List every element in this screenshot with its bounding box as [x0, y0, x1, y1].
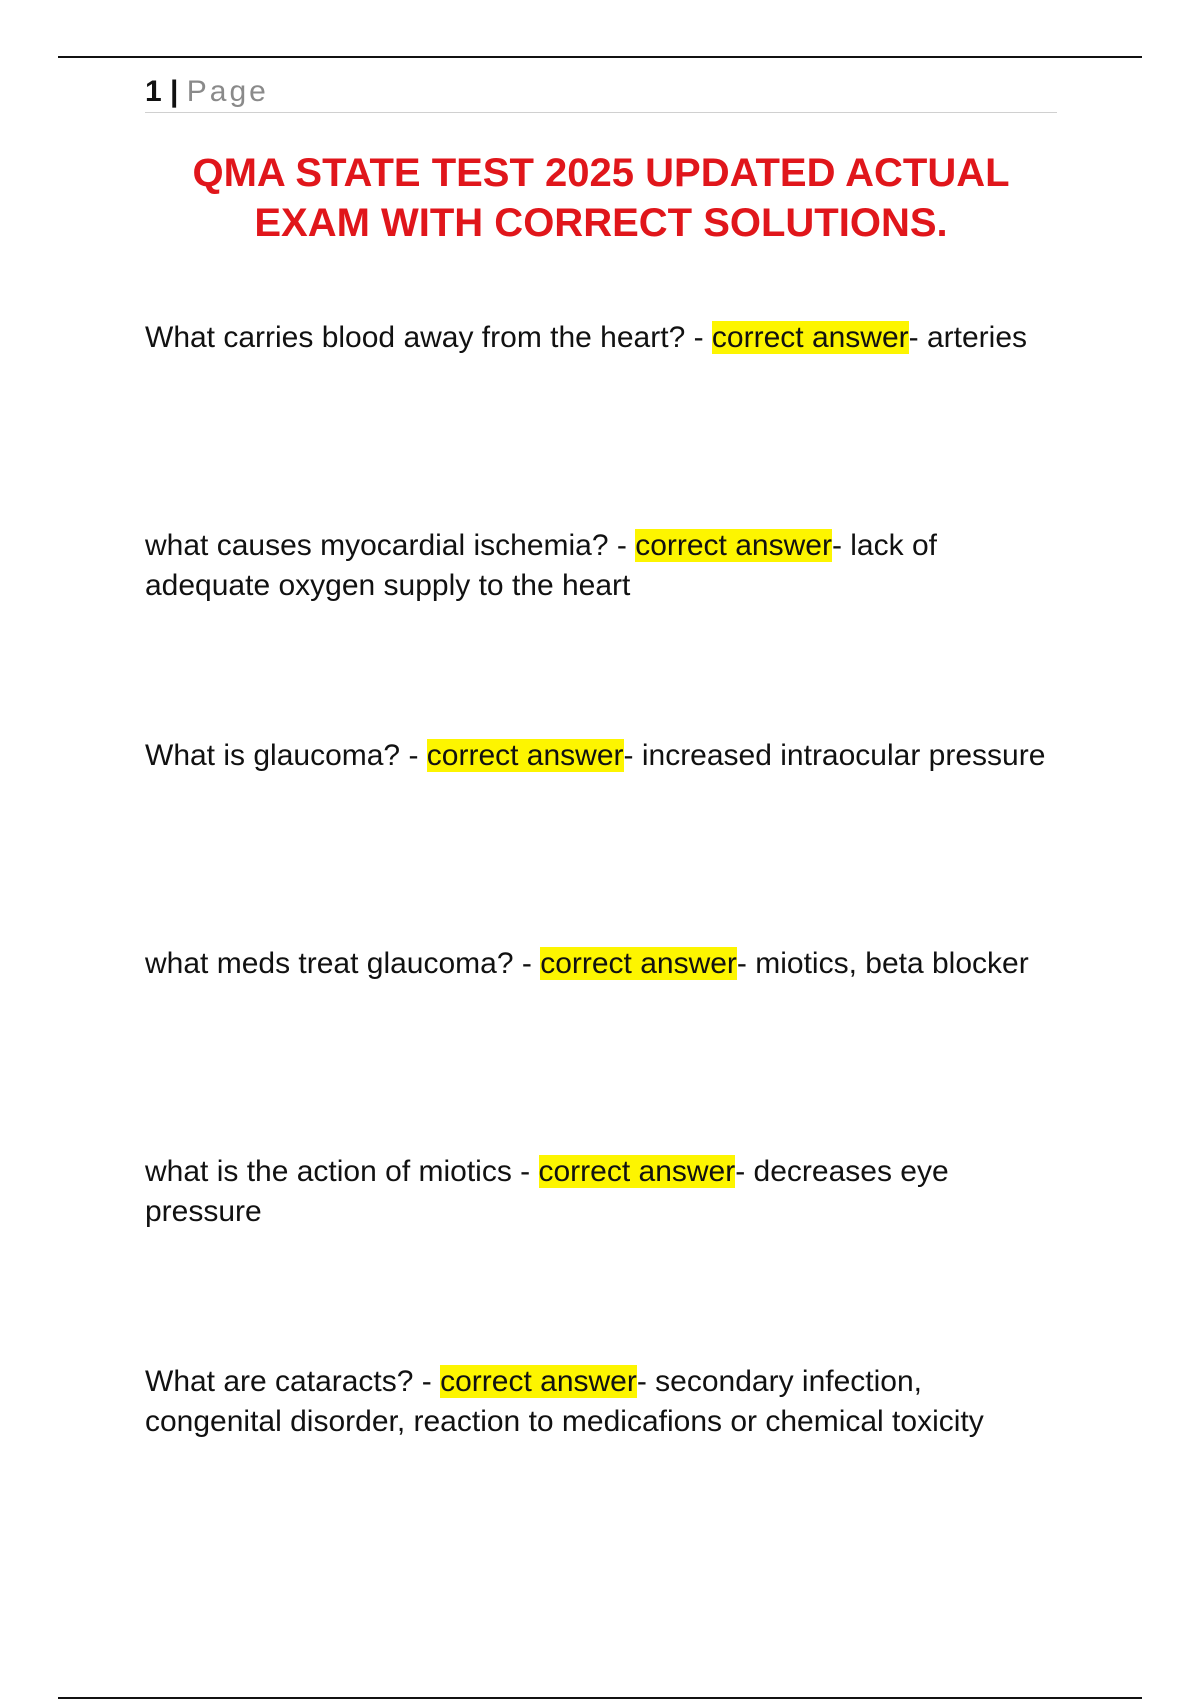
document-title [145, 148, 1057, 248]
answer-text: - arteries [908, 321, 1028, 354]
page-label: Page [186, 75, 269, 108]
qa-item-3 [145, 736, 1065, 944]
correct-answer-highlight: correct answer [538, 1155, 736, 1188]
page-separator: | [161, 75, 187, 108]
correct-answer-highlight: correct answer [711, 321, 909, 354]
answer-text: - miotics, beta blocker [736, 947, 1029, 980]
question-text: what is the action of miotics - [145, 1155, 539, 1188]
qa-item-2 [145, 526, 1065, 736]
qa-item-1 [145, 318, 1065, 526]
correct-answer-highlight: correct answer [426, 739, 624, 772]
answer-text: - lack of adequate oxygen supply to the heart [145, 529, 937, 602]
question-text: what meds treat glaucoma? - [145, 947, 541, 980]
answer-text: - secondary infection, congenital disorder, reaction to medicafions or chemical toxicity [145, 1365, 984, 1438]
qa-item-5 [145, 1152, 1065, 1362]
qa-item-6 [145, 1362, 1065, 1570]
answer-text: - decreases eye pressure [145, 1155, 949, 1228]
question-text: what causes myocardial ischemia? - [145, 529, 636, 562]
qa-item-4 [145, 944, 1065, 1152]
correct-answer-highlight: correct answer [540, 947, 737, 980]
title-line-1: QMA STATE TEST 2025 UPDATED ACTUAL [192, 151, 1010, 195]
correct-answer-highlight: correct answer [440, 1365, 637, 1398]
question-text: What carries blood away from the heart? - [145, 321, 712, 354]
question-text: What is glaucoma? - [145, 739, 427, 772]
page-header [145, 72, 1057, 113]
correct-answer-highlight: correct answer [635, 529, 832, 562]
page-number: 1 [145, 75, 162, 108]
answer-text: - increased intraocular pressure [623, 739, 1046, 772]
bottom-rule [58, 1697, 1142, 1699]
top-rule [58, 56, 1142, 58]
title-line-2: EXAM WITH CORRECT SOLUTIONS. [254, 201, 948, 245]
question-text: What are cataracts? - [145, 1365, 441, 1398]
qa-list [145, 318, 1065, 1570]
